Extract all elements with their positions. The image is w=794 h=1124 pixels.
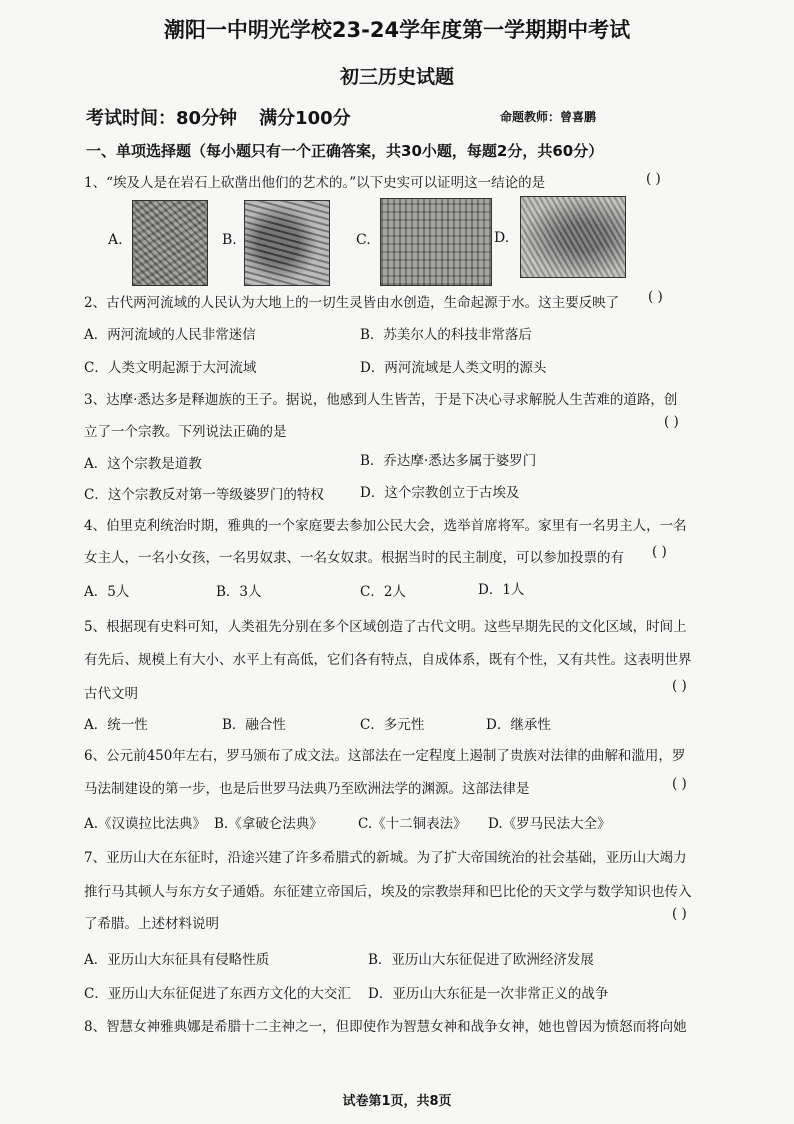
q2-option-b: B．苏美尔人的科技非常落后 [360,327,532,343]
exam-time: 考试时间：80分钟 [86,108,238,129]
q3-option-c: C．这个宗教反对第一等级婆罗门的特权 [84,487,324,503]
pic-label-b: B. [222,232,237,248]
picture-c-ruins [380,198,492,286]
q7-option-b: B．亚历山大东征促进了欧洲经济发展 [368,952,594,968]
picture-a-bronze-vessel [132,200,208,286]
answer-paren-6: ( ) [672,776,687,792]
question-6-stem-line2: 马法制建设的第一步，也是后世罗马法典乃至欧洲法学的渊源。这部法律是 [84,781,530,797]
answer-paren-3: ( ) [664,414,679,430]
question-1-stem: 1、“埃及人是在岩石上砍凿出他们的艺术的。”以下史实可以证明这一结论的是 [84,175,546,191]
exam-title: 潮阳一中明光学校23-24学年度第一学期期中考试 [163,18,631,42]
q2-option-c: C．人类文明起源于大河流域 [84,360,257,376]
question-4-stem-line2: 女主人，一名小女孩，一名男奴隶、一名女奴隶。根据当时的民主制度，可以参加投票的有 [84,550,624,566]
question-5-stem-line2: 有先后、规模上有大小、水平上有高低，它们各有特点，自成体系，既有个性，又有共性。这表明世界 [84,652,692,668]
q2-option-d: D．两河流域是人类文明的源头 [360,360,547,376]
q7-option-d: D．亚历山大东征是一次非常正义的战争 [368,986,609,1002]
answer-paren-1: ( ) [646,171,661,187]
q6-option-a: A.《汉谟拉比法典》 [84,816,207,832]
question-3-stem-line2: 立了一个宗教。下列说法正确的是 [84,424,287,440]
page-footer: 试卷第1页，共8页 [342,1094,452,1109]
teacher-name: 命题教师：曾喜鹏 [500,110,597,124]
picture-b-relief [244,200,330,286]
answer-paren-4: ( ) [652,544,667,560]
question-7-stem-line3: 了希腊。上述材料说明 [84,916,219,932]
q5-option-c: C．多元性 [360,717,425,733]
q5-option-b: B．融合性 [222,717,286,733]
pic-label-d: D. [494,230,510,246]
question-2-stem: 2、古代两河流域的人民认为大地上的一切生灵皆由水创造，生命起源于水。这主要反映了 [84,295,620,311]
picture-d-sculpture [520,196,626,278]
q4-option-c: C．2人 [360,584,406,600]
section-heading: 一、单项选择题（每小题只有一个正确答案，共30小题，每题2分，共60分） [86,142,604,160]
q6-option-d: D.《罗马民法大全》 [488,816,611,832]
exam-meta [86,104,351,130]
question-7-stem-line1: 7、亚历山大在东征时，沿途兴建了许多希腊式的新城。为了扩大帝国统治的社会基础，亚历山大竭力 [84,850,687,866]
question-8-stem-line1: 8、智慧女神雅典娜是希腊十二主神之一，但即使作为智慧女神和战争女神，她也曾因为愤怒而将向她 [84,1019,687,1035]
question-5-stem-line1: 5、根据现有史料可知，人类祖先分别在多个区域创造了古代文明。这些早期先民的文化区域，时间上 [84,619,687,635]
full-score: 满分100分 [259,108,351,129]
q5-option-a: A．统一性 [84,717,148,733]
q6-option-c: C.《十二铜表法》 [358,816,467,832]
question-4-stem-line1: 4、伯里克利统治时期，雅典的一个家庭要去参加公民大会，选举首席将军。家里有一名男主人，一名 [84,518,687,534]
q4-option-d: D．1人 [478,582,525,598]
q7-option-c: C．亚历山大东征促进了东西方文化的大交汇 [84,986,351,1002]
q4-option-a: A．5人 [84,584,130,600]
pic-label-c: C. [356,232,371,248]
q3-option-d: D．这个宗教创立于古埃及 [360,485,520,501]
question-6-stem-line1: 6、公元前450年左右，罗马颁布了成文法。这部法在一定程度上遏制了贵族对法律的曲解和滥用，罗 [84,748,686,764]
q2-option-a: A．两河流域的人民非常迷信 [84,327,256,343]
answer-paren-5: ( ) [672,678,687,694]
q7-option-a: A．亚历山大东征具有侵略性质 [84,952,270,968]
answer-paren-2: ( ) [648,289,663,305]
question-3-stem-line1: 3、达摩·悉达多是释迦族的王子。据说，他感到人生皆苦，于是下决心寻求解脱人生苦难的道路，创 [84,392,678,408]
question-5-stem-line3: 古代文明 [84,686,138,702]
exam-subtitle: 初三历史试题 [339,66,454,88]
q6-option-b: B.《拿破仑法典》 [214,816,323,832]
q4-option-b: B．3人 [216,584,262,600]
q3-option-b: B．乔达摩·悉达多属于婆罗门 [360,453,537,469]
pic-label-a: A. [108,232,123,248]
q3-option-a: A．这个宗教是道教 [84,456,202,472]
q5-option-d: D．继承性 [486,717,551,733]
answer-paren-7: ( ) [672,906,687,922]
question-7-stem-line2: 推行马其顿人与东方女子通婚。东征建立帝国后，埃及的宗教崇拜和巴比伦的天文学与数学知识也传入 [84,884,692,900]
